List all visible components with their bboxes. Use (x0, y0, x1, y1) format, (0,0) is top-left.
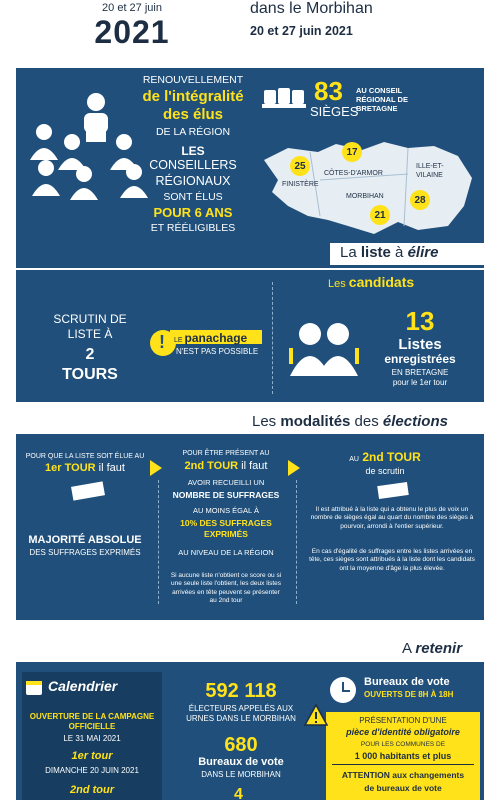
col1-tour: 1er TOUR il faut (45, 462, 125, 474)
col3-scrutin: de scrutin (365, 466, 405, 476)
bv-title: Bureaux de vote (364, 676, 450, 688)
col3-p2: En cas d'égalité de suffrages entre les listes arrivées en tête, ces sièges sont attribués à la liste dont les candidats ont la moyenne d'âge la plus élevée. (309, 548, 475, 572)
calendar-title: Calendrier (48, 678, 118, 694)
panachage-note: N'EST PAS POSSIBLE (176, 347, 259, 356)
seats-label: SIÈGES (310, 104, 359, 119)
listes-tour: pour le 1er tour (392, 378, 448, 387)
map-count-morbihan: 21 (370, 205, 390, 225)
col2-egal: AU MOINS ÉGAL À (193, 506, 259, 515)
col2-pct: 10% DES SUFFRAGES EXPRIMÉS (180, 518, 272, 539)
pres4: 1 000 habitants et plus (354, 751, 452, 761)
bureaux-num: 680 (224, 734, 258, 756)
cal-t1-date: DIMANCHE 20 JUIN 2021 (45, 766, 139, 775)
elus-les: LES (181, 144, 205, 158)
col2-tour: 2nd TOUR il faut (184, 460, 268, 472)
header-dates-right: 20 et 27 juin 2021 (250, 24, 353, 38)
divider (272, 282, 273, 394)
elus-regionaux: RÉGIONAUX (155, 174, 231, 188)
calendar-icon (24, 677, 44, 697)
map-count-ille-et-vilaine: 28 (410, 190, 430, 210)
col2-intro: POUR ÊTRE PRÉSENT AU (182, 450, 270, 457)
col1-suffrages: DES SUFFRAGES EXPRIMÉS (29, 548, 141, 557)
map-dept-finistere: FINISTÈRE (282, 181, 319, 188)
elus-de-la-region: DE LA RÉGION (155, 126, 231, 138)
bureaux-label: Bureaux de vote (198, 756, 284, 768)
panachage-title: LE panachage (174, 331, 248, 345)
map-count-finistere: 25 (290, 156, 310, 176)
map-dept-cotes-darmor: CÔTES-D'ARMOR (324, 170, 383, 177)
scrutin-label: SCRUTIN DE LISTE À (53, 312, 127, 341)
bv-hours: OUVERTS DE 8H À 18H (364, 690, 454, 699)
elus-renouvellement: RENOUVELLEMENT (142, 74, 244, 86)
bureaux-txt: DANS LE MORBIHAN (201, 770, 281, 779)
arrow-icon-1 (150, 460, 162, 476)
elus-6-ans: POUR 6 ANS (153, 205, 233, 220)
cal-open: OUVERTURE DE LA CAMPAGNE OFFICIELLE (29, 712, 155, 731)
listes-num: 13 (405, 306, 435, 336)
candidats-title: Les candidats (328, 274, 415, 290)
elus-des-elus: des élus (162, 106, 224, 123)
pres2: pièce d'identité obligatoire (346, 727, 460, 737)
tours-num: 2 (85, 346, 95, 363)
listes-region: EN BRETAGNE (391, 368, 449, 377)
col2-note: Si aucune liste n'obtient ce score ou si une seule liste l'obtient, les deux listes arrivées en tête peuvent se présenter au 2nd tour (170, 572, 282, 605)
att2: de bureaux de vote (364, 783, 442, 793)
pres1: PRÉSENTATION D'UNE (359, 716, 447, 725)
col2-niveau: AU NIVEAU DE LA RÉGION (178, 548, 274, 557)
banner-modalites-title: Les modalités des élections (252, 413, 448, 430)
extra-num: 4 (234, 786, 243, 800)
electeurs-txt: ÉLECTEURS APPELÉS AUX URNES DANS LE MORBIHAN (186, 704, 296, 724)
col1-majorite: MAJORITÉ ABSOLUE (28, 534, 142, 546)
banner-retenir-title: A retenir (402, 640, 463, 657)
col3-p1: Il est attribué à la liste qui a obtenu le plus de voix un nombre de sièges égal au quart du nombre des sièges à pourvoir, arrondi à l'entier supérieur. (310, 506, 474, 530)
map-count-cotes-darmor: 17 (342, 142, 362, 162)
att1: ATTENTION aux changements (341, 770, 465, 780)
tours-label: TOURS (62, 366, 118, 383)
listes-label: Listes (398, 336, 442, 353)
col1-intro: POUR QUE LA LISTE SOIT ÉLUE AU (25, 453, 145, 460)
cal-open-date: LE 31 MAI 2021 (63, 734, 121, 743)
elus-integralite: de l'intégralité (142, 88, 244, 105)
seats-desc: AU CONSEIL RÉGIONAL DE BRETAGNE (356, 86, 408, 113)
map-dept-ille-et-vilaine: ILLE-ET-VILAINE (416, 163, 444, 180)
elus-sont-elus: SONT ÉLUS (163, 191, 223, 203)
candidates-icon (286, 318, 362, 380)
header-year: 2021 (94, 14, 170, 50)
listes-label2: enregistrées (384, 352, 456, 366)
cal-t2: 2nd tour (70, 784, 114, 796)
col3-tour: AU 2nd TOUR (349, 450, 421, 464)
warning-icon (304, 704, 328, 726)
col2-avoir: AVOIR RECUEILLI UN (187, 478, 265, 487)
header-title: dans le Morbihan (250, 0, 373, 17)
exclamation-icon: ! (159, 332, 165, 352)
header-dates-left: 20 et 27 juin (102, 2, 162, 14)
col2-nombre: NOMBRE DE SUFFRAGES (172, 490, 280, 500)
elus-conseillers: CONSEILLERS (149, 158, 237, 172)
arrow-icon-2 (288, 460, 300, 476)
seats-icon (262, 84, 306, 112)
elus-reeligibles: ET RÉÉLIGIBLES (150, 222, 236, 234)
cal-t1: 1er tour (71, 750, 113, 762)
seats-number: 83 (314, 76, 343, 106)
pres3: POUR LES COMMUNES DE (360, 741, 446, 748)
electeurs-num: 592 118 (205, 680, 277, 702)
map-dept-morbihan: MORBIHAN (346, 193, 384, 200)
banner-liste-title: La liste à élire (340, 244, 439, 261)
